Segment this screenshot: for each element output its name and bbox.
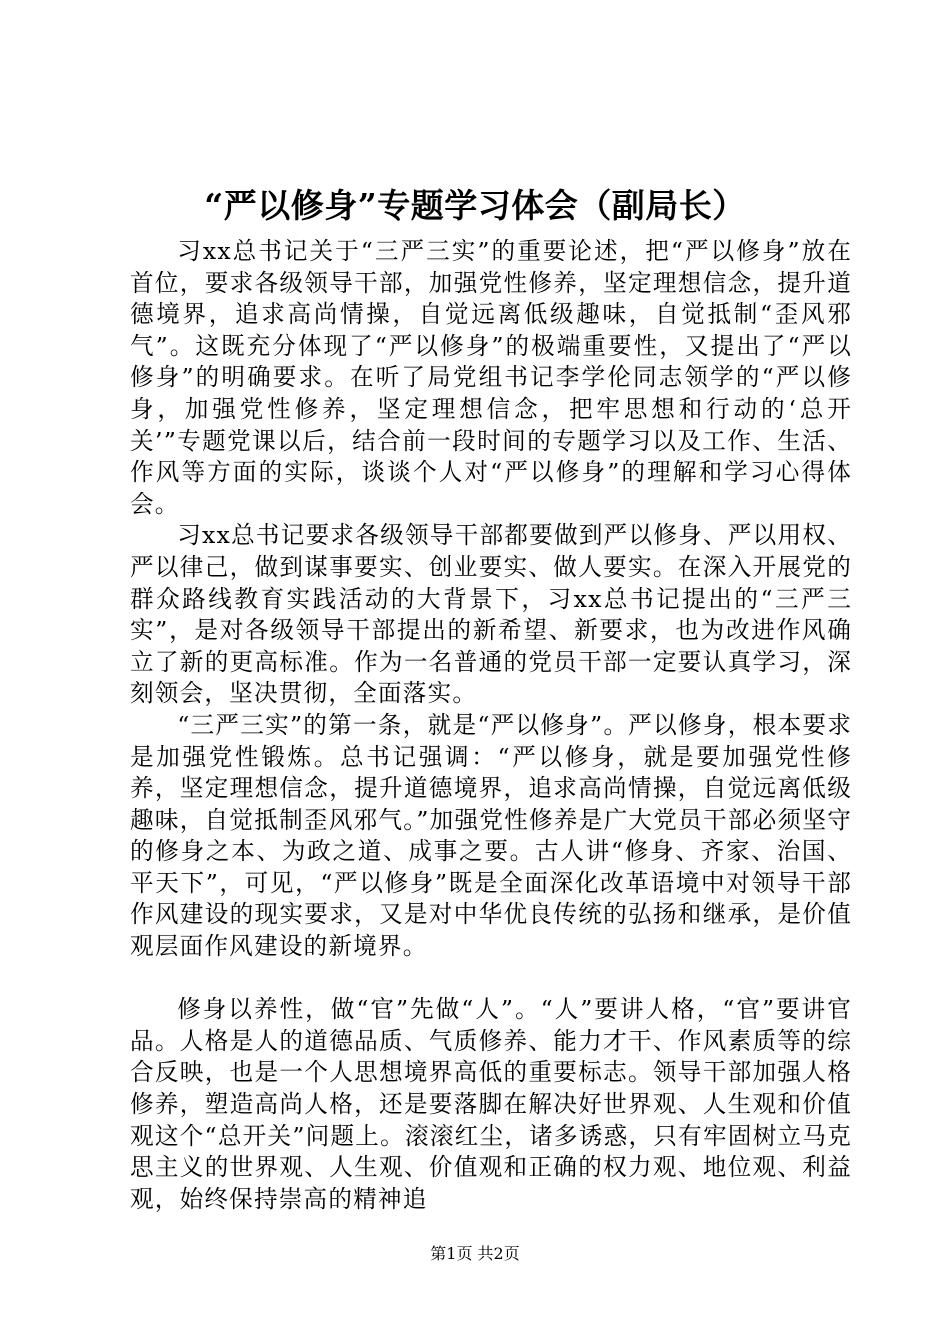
document-body [130, 236, 852, 1215]
paragraph-1: 习xx总书记关于“三严三实”的重要论述，把“严以修身”放在首位，要求各级领导干部，加强党性修养，坚定理想信念，提升道德境界，追求高尚情操，自觉远离低级趣味，自觉抵制“歪风邪气”。这既充分体现了“严以修身”的极端重要性，又提出了“严以修身”的明确要求。在听了局党组书记李学伦同志领学的“严以修身，加强党性修养，坚定理想信念，把牢思想和行动的‘总开关’”专题党课以后，结合前一段时间的专题学习以及工作、生活、作风等方面的实际，谈谈个人对“严以修身”的理解和学习心得体会。 [130, 237, 852, 518]
document-title: “严以修身”专题学习体会（副局长） [204, 186, 746, 225]
paragraph-4: 修身以养性，做“官”先做“人”。“人”要讲人格，“官”要讲官品。人格是人的道德品质、气质修养、能力才干、作风素质等的综合反映，也是一个人思想境界高低的重要标志。领导干部加强人格修养，塑造高尚人格，还是要落脚在解决好世界观、人生观和价值观这个“总开关”问题上。滚滚红尘，诸多诱惑，只有牢固树立马克思主义的世界观、人生观、价值观和正确的权力观、地位观、利益观，始终保持崇高的精神追 [130, 995, 852, 1213]
page-number-footer: 第1页 共2页 [430, 1244, 520, 1263]
paragraph-3: “三严三实”的第一条，就是“严以修身”。严以修身，根本要求是加强党性锻炼。总书记强调：“严以修身，就是要加强党性修养，坚定理想信念，提升道德境界，追求高尚情操，自觉远离低级趣味，自觉抵制歪风邪气。”加强党性修养是广大党员干部必须坚守的修身之本、为政之道、成事之要。古人讲“修身、齐家、治国、平天下”，可见，“严以修身”既是全面深化改革语境中对领导干部作风建设的现实要求，又是对中华优良传统的弘扬和继承，是价值观层面作风建设的新境界。 [130, 710, 852, 961]
paragraph-2: 习xx总书记要求各级领导干部都要做到严以修身、严以用权、严以律己，做到谋事要实、创业要实、做人要实。在深入开展党的群众路线教育实践活动的大背景下，习xx总书记提出的“三严三实”，是对各级领导干部提出的新希望、新要求，也为改进作风确立了新的更高标准。作为一名普通的党员干部一定要认真学习，深刻领会，坚决贯彻，全面落实。 [130, 521, 852, 708]
